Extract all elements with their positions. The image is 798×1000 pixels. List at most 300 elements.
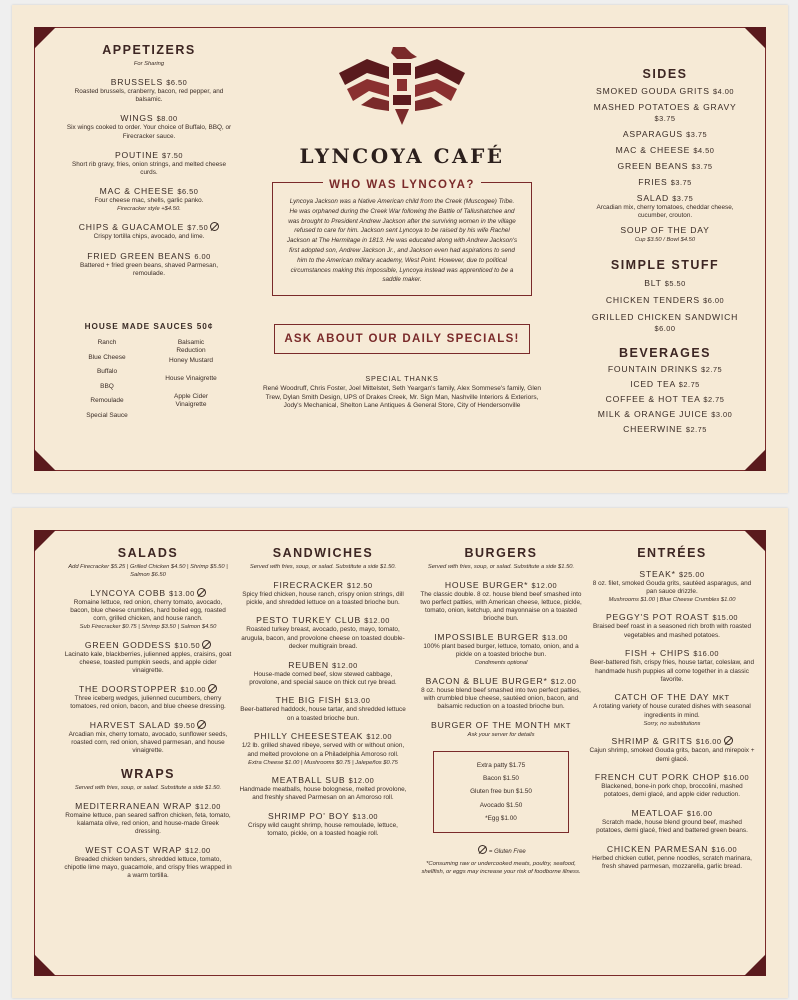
- sauces-title: HOUSE MADE SAUCES 50¢: [84, 322, 214, 332]
- menu-item-description: Spicy fried chicken, house ranch, crispy onion strings, dill pickle, and shredded lettuce on a toasted brioche bun.: [242, 590, 404, 606]
- special-thanks-text: René Woodruff, Chris Foster, Joel Mittelstet, Seth Yeargan's family, Alex Sommese's family, Glen Trew, Dylan Smith Design, UPS of Drakes Creek, Mr. Sign Man, Nashville Interiors & Exteriors, Jody's Mechanical, Shelton Lane Antiques & General Store, City of Hendersonville: [262, 385, 541, 410]
- menu-item: [417, 632, 585, 667]
- menu-item-price: $12.00: [185, 845, 211, 855]
- menu-item-name: [590, 409, 740, 420]
- menu-item-price: $6.00: [703, 296, 725, 306]
- menu-item-price: $3.75: [691, 162, 713, 171]
- menu-item-name: [239, 731, 407, 742]
- menu-item-name: [588, 772, 756, 783]
- menu-item: [417, 720, 585, 739]
- menu-item-name: [64, 251, 234, 262]
- menu-item-name: [417, 632, 585, 643]
- beverages-title: BEVERAGES: [619, 346, 711, 361]
- menu-item-title: GRILLED CHICKEN SANDWICH: [591, 312, 739, 323]
- sauces-list: [64, 339, 234, 426]
- menu-item-price: $2.75: [703, 395, 725, 405]
- menu-item-price: $7.50: [162, 150, 183, 160]
- menu-item: [590, 364, 740, 375]
- menu-item: [588, 844, 756, 871]
- menu-item-price: $16.00: [693, 649, 720, 659]
- menu-item-title: MEATLOAF: [631, 808, 684, 819]
- wraps-title: WRAPS: [120, 767, 176, 782]
- menu-item: [590, 379, 740, 390]
- menu-item-price: $13.00: [169, 588, 195, 598]
- menu-item-price: $5.50: [664, 279, 686, 289]
- gluten-free-icon: [197, 588, 206, 597]
- menu-item: [590, 102, 740, 124]
- menu-item-price: $6.50: [166, 78, 188, 87]
- corner-ornament: [744, 954, 766, 976]
- gluten-free-icon: [724, 736, 733, 745]
- sauce-item: Special Sauce: [86, 411, 128, 419]
- salads-list: [64, 588, 232, 756]
- menu-item-price: $13.00: [542, 632, 568, 642]
- menu-item-title: MEDITERRANEAN WRAP: [75, 800, 193, 811]
- menu-item-name: [590, 424, 740, 435]
- menu-item-description: 8 oz. house blend beef smashed into two perfect patties, with crumbled blue cheese, sautéed onion, bacon, and balsamic reduction on a toasted brioche bun.: [421, 686, 581, 711]
- menu-item: [590, 161, 740, 172]
- menu-item: [239, 615, 407, 651]
- menu-item-title: FIRECRACKER: [273, 579, 344, 590]
- menu-item-price: $12.00: [364, 616, 390, 626]
- sauces-column-left: [79, 339, 135, 426]
- gluten-free-icon: [197, 720, 206, 729]
- burgers-section: [417, 546, 585, 877]
- menu-item: [588, 692, 756, 727]
- menu-item-price: $16.00: [723, 773, 750, 783]
- gluten-free-icon: [478, 845, 487, 854]
- menu-item-title: WINGS: [120, 113, 154, 124]
- history-title: WHO WAS LYNCOYA?: [323, 179, 481, 191]
- menu-item: [64, 588, 232, 632]
- menu-item-title: SHRIMP & GRITS: [611, 736, 693, 747]
- menu-item: [590, 145, 740, 156]
- menu-item-price: $3.75: [654, 114, 676, 123]
- menu-item-name: [239, 775, 407, 786]
- menu-item-name: [588, 808, 756, 819]
- menu-item-note: Condiments optional: [474, 660, 528, 667]
- sauce-item: Ranch: [97, 339, 117, 347]
- menu-item-description: Roasted turkey breast, avocado, pesto, mayo, tomato, arugula, bacon, and provolone cheese on toasted double-decker multigrain bread.: [241, 626, 405, 650]
- menu-item-name: [590, 225, 740, 236]
- menu-item-price: $15.00: [712, 613, 739, 623]
- menu-page-back: [12, 508, 788, 998]
- corner-ornament: [744, 449, 766, 471]
- menu-item-name: [590, 364, 740, 375]
- menu-item-description: Beer-battered fish, crispy fries, house tartar, coleslaw, and handmade hush puppies all come together in a classic favorite.: [589, 659, 755, 683]
- appetizers-title: APPETIZERS: [102, 43, 196, 57]
- menu-item-title: SOUP OF THE DAY: [620, 225, 710, 236]
- menu-item-description: Short rib gravy, fries, onion strings, and melted cheese curds.: [71, 160, 227, 177]
- menu-item-description: Crispy wild caught shrimp, house remoulade, lettuce, tomato, pickle, on a toasted hoagie roll.: [248, 822, 398, 838]
- menu-item: [64, 684, 232, 711]
- menu-item-price: $3.75: [670, 178, 692, 187]
- gluten-free-icon: [210, 222, 219, 231]
- menu-item-price: $12.00: [531, 580, 558, 590]
- gluten-free-icon: [208, 684, 217, 693]
- menu-item-description: Handmade meatballs, house bolognese, melted provolone, and freshly shaved Parmesan on an Amoroso roll.: [239, 786, 407, 802]
- menu-item: [239, 731, 407, 766]
- wraps-subtitle: Served with fries, soup, or salad. Substitute a side $1.50.: [74, 785, 222, 792]
- menu-item-title: COFFEE & HOT TEA: [605, 394, 701, 405]
- menu-item-name: [239, 695, 407, 706]
- menu-item-name: [239, 580, 407, 591]
- menu-item-title: THE BIG FISH: [275, 695, 342, 706]
- menu-item-price: $12.50: [347, 580, 373, 590]
- menu-item-title: CHICKEN TENDERS: [605, 295, 700, 306]
- menu-item-name: [590, 177, 740, 188]
- menu-item: [590, 193, 740, 220]
- menu-item-price: $13.00: [344, 696, 371, 706]
- menu-item-description: Lacinato kale, blackberries, julienned apples, craisins, goat cheese, toasted pumpkin seeds, and apple cider vinaigrette.: [64, 650, 232, 675]
- menu-item-description: 8 oz. filet, smoked Gouda grits, sautéed asparagus, and pan sauce drizzle.: [592, 579, 752, 595]
- menu-item-description: Romaine lettuce, red onion, cherry tomato, avocado, bacon, blue cheese crumbles, hard boiled egg, roasted corn, grilled chicken, and house ranch.: [70, 598, 226, 622]
- menu-item-name: [64, 186, 234, 197]
- menu-item-name: [417, 720, 585, 731]
- menu-item-name: [588, 736, 756, 747]
- appetizers-section: [64, 43, 234, 426]
- burger-extras-box: [433, 751, 569, 833]
- menu-item-price: $12.00: [348, 776, 375, 786]
- menu-item-note: Ask your server for details: [467, 731, 535, 738]
- menu-item-description: Blackened, bone-in pork chop, broccolini, mashed potatoes, demi glacé, and apple cider reduction.: [601, 783, 743, 799]
- sides-title: SIDES: [642, 67, 688, 81]
- menu-item-price: $2.75: [701, 365, 723, 375]
- menu-item-name: [239, 615, 407, 626]
- menu-item: [64, 77, 234, 104]
- menu-item: [590, 225, 740, 244]
- menu-item: [588, 612, 756, 639]
- menu-item-name: [64, 720, 232, 731]
- menu-item-note: Sub Firecracker $0.75 | Shrimp $3.50 | Salmon $4.50: [79, 624, 217, 631]
- menu-item-title: PHILLY CHEESESTEAK: [254, 731, 364, 742]
- corner-ornament: [34, 27, 56, 49]
- burger-extra-item: Gluten free bun $1.50: [470, 788, 532, 796]
- menu-item: [590, 394, 740, 405]
- menu-item: [590, 312, 740, 334]
- menu-item-name: [64, 845, 232, 856]
- menu-item-title: IMPOSSIBLE BURGER: [434, 631, 539, 642]
- menu-item-name: [64, 113, 234, 124]
- menu-item-price: $10.50: [174, 640, 201, 650]
- simple-stuff-title: SIMPLE STUFF: [610, 258, 720, 273]
- sauce-item: BBQ: [100, 382, 114, 390]
- menu-item-title: MAC & CHEESE: [615, 145, 691, 155]
- menu-item-price: $3.00: [711, 410, 733, 420]
- menu-item: [590, 295, 740, 306]
- menu-item-name: [588, 569, 756, 580]
- menu-item-price: $16.00: [686, 809, 713, 819]
- sauce-item: Apple Cider Vinaigrette: [174, 393, 208, 409]
- burger-extra-item: Bacon $1.50: [483, 775, 519, 783]
- menu-item-price: $16.00: [711, 845, 738, 855]
- menu-item-description: Four cheese mac, shells, garlic panko.: [94, 197, 204, 205]
- burger-extra-item: Avocado $1.50: [479, 801, 523, 809]
- menu-item: [588, 736, 756, 763]
- menu-item-title: MILK & ORANGE JUICE: [597, 409, 709, 420]
- menu-item-price: $2.75: [678, 380, 700, 390]
- menu-item: [590, 278, 740, 289]
- menu-item-title: CHIPS & GUACAMOLE: [78, 222, 185, 233]
- menu-item-description: A rotating variety of house curated dishes with seasonal ingredients in mind.: [593, 703, 751, 719]
- menu-item-name: [64, 801, 232, 812]
- appetizer-list: [64, 77, 234, 278]
- entrees-list: [588, 569, 756, 872]
- menu-item-price: $16.00: [695, 737, 722, 747]
- menu-item-title: THE DOORSTOPPER: [78, 683, 178, 694]
- menu-item-name: [64, 77, 234, 88]
- menu-item-description: House-made corned beef, slow stewed cabbage, provolone, and special sauce on thick cut rye bread.: [249, 670, 397, 686]
- menu-item: [64, 720, 232, 756]
- menu-item: [64, 150, 234, 177]
- menu-item-note: Extra Cheese $1.00 | Mushrooms $0.75 | Jalepeños $0.75: [248, 759, 398, 766]
- menu-item-title: WEST COAST WRAP: [85, 844, 182, 855]
- menu-item-note: Cup $3.50 / Bowl $4.50: [634, 237, 696, 244]
- menu-item: [590, 86, 740, 97]
- menu-item-title: POUTINE: [114, 149, 159, 160]
- menu-item-price: $8.00: [156, 114, 178, 124]
- menu-item: [590, 129, 740, 140]
- menu-item-price: $12.00: [195, 801, 221, 811]
- menu-item: [590, 409, 740, 420]
- burger-extra-item: *Egg $1.00: [485, 815, 517, 823]
- sides-section: [590, 67, 740, 435]
- menu-item-description: Braised beef roast in a seasoned rich broth with roasted vegetables and mashed potatoes.: [592, 623, 752, 639]
- menu-item-price: MKT: [553, 720, 571, 730]
- menu-item-title: MEATBALL SUB: [271, 775, 346, 786]
- menu-item-description: Arcadian mix, cherry tomato, avocado, sunflower seeds, roasted corn, red onion, shaved parmesan, and house vinaigrette.: [68, 730, 228, 755]
- menu-item-price: $10.00: [180, 684, 207, 694]
- menu-item-note: Firecracker style +$4.50.: [117, 206, 181, 213]
- menu-page-front: [12, 5, 788, 493]
- menu-item-description: Three iceberg wedges, julienned cucumbers, cherry tomatoes, red onion, bacon, and blue cheese dressing.: [70, 694, 226, 710]
- menu-item-price: $4.00: [712, 87, 734, 96]
- menu-item-price: $3.75: [672, 194, 694, 203]
- menu-item-name: [588, 844, 756, 855]
- menu-item-title: STEAK*: [639, 568, 676, 579]
- menu-item-price: $7.50: [187, 223, 209, 233]
- menu-item: [588, 808, 756, 835]
- menu-item-title: FISH + CHIPS: [624, 648, 691, 659]
- menu-item-description: Beer-battered haddock, house tartar, and shredded lettuce on a toasted brioche bun.: [240, 706, 406, 722]
- sauces-column-right: [163, 339, 219, 426]
- menu-item: [64, 251, 234, 278]
- menu-item-price: 6.00: [194, 251, 211, 261]
- menu-item: [239, 811, 407, 838]
- menu-item-price: $6.00: [654, 324, 676, 334]
- entrees-section: [588, 546, 756, 871]
- menu-item-description: 100% plant based burger, lettuce, tomato, onion, and a pickle on a toasted brioche bun.: [423, 642, 579, 659]
- menu-item-price: $4.50: [693, 146, 715, 155]
- menu-item-title: HOUSE BURGER*: [444, 579, 529, 590]
- menu-item-title: FRIED GREEN BEANS: [87, 250, 192, 261]
- history-text: Lyncoya Jackson was a Native American child from the Creek (Muscogee) Tribe. He was orphaned during the Creek War following the Battle of Tallushatchee and was brought to President Andrew Jackson after the surviving women in the village refused to care for him. Jackson sent Lyncoya to be raised by his wife Rachel Jackson at The Hermitage in 1813. He was educated along with Andrew Jackson's first adopted son, Andrew Jackson Jr., and Jackson even had aspirations to send him to the American military academy, West Point. However, due to political circumstances making this impossible, Lyncoya instead was apprenticed to be a saddle maker.: [286, 198, 518, 284]
- menu-item-title: MASHED POTATOES & GRAVY: [593, 102, 737, 112]
- menu-item-name: [64, 640, 232, 651]
- menu-item-title: HARVEST SALAD: [89, 719, 172, 730]
- menu-item: [588, 569, 756, 604]
- menu-item-name: [590, 379, 740, 390]
- sides-list: [590, 86, 740, 244]
- corner-ornament: [34, 449, 56, 471]
- sandwiches-subtitle: Served with fries, soup, or salad. Substitute a side $1.50.: [249, 564, 397, 570]
- menu-item-name: [590, 86, 740, 97]
- menu-item-note: Sorry, no substitutions: [643, 720, 701, 727]
- menu-item-title: FOUNTAIN DRINKS: [607, 364, 698, 375]
- menu-item: [64, 640, 232, 676]
- menu-item-price: $2.75: [685, 425, 707, 435]
- menu-item-description: Roasted brussels, cranberry, bacon, red pepper, and balsamic.: [74, 88, 224, 104]
- menu-item-description: Cajun shrimp, smoked Gouda grits, bacon, and mirepoix + demi glacé.: [589, 747, 755, 763]
- simple-stuff-list: [590, 278, 740, 334]
- menu-item-name: [590, 295, 740, 306]
- menu-item-title: CATCH OF THE DAY: [614, 692, 710, 703]
- menu-item-name: [590, 312, 740, 334]
- sauce-item: Remoulade: [90, 397, 124, 405]
- menu-item: [588, 648, 756, 684]
- burger-extra-item: Extra patty $1.75: [476, 761, 526, 769]
- menu-item-description: Crispy tortilla chips, avocado, and lime.: [93, 233, 205, 241]
- appetizers-subtitle: For Sharing: [133, 61, 165, 67]
- corner-ornament: [744, 27, 766, 49]
- menu-item-title: ICED TEA: [630, 379, 676, 390]
- menu-item: [239, 695, 407, 722]
- daily-specials-banner: ASK ABOUT OUR DAILY SPECIALS!: [274, 324, 530, 354]
- menu-item-title: GREEN GODDESS: [84, 639, 172, 650]
- menu-item-price: $6.50: [177, 187, 199, 197]
- menu-item: [417, 676, 585, 712]
- burgers-subtitle: Served with fries, soup, or salad. Substitute a side $1.50.: [427, 564, 575, 570]
- menu-item-name: [239, 811, 407, 822]
- menu-item-description: Romaine lettuce, pan seared saffron chicken, feta, tomato, kalamata olive, red onion, and house-made Greek dressing.: [65, 811, 231, 836]
- menu-item-title: BLT: [644, 278, 662, 289]
- menu-item-name: [417, 580, 585, 591]
- menu-item-title: MAC & CHEESE: [99, 186, 175, 197]
- menu-item-name: [588, 612, 756, 623]
- menu-item-name: [590, 278, 740, 289]
- menu-item-description: Herbed chicken cutlet, penne noodles, scratch marinara, fresh shaved parmesan, mozzarella, garlic bread.: [592, 855, 752, 871]
- cafe-name: LYNCOYA CAFÉ: [299, 144, 505, 168]
- menu-item-name: [590, 161, 740, 172]
- eagle-logo-icon: [337, 45, 467, 127]
- menu-item-title: CHICKEN PARMESAN: [606, 844, 709, 855]
- menu-item-price: $25.00: [678, 569, 705, 579]
- menu-item-description: Arcadian mix, cherry tomatoes, cheddar cheese, cucumber, crouton.: [596, 204, 734, 220]
- menu-item-title: REUBEN: [288, 659, 329, 670]
- menu-item-title: PESTO TURKEY CLUB: [256, 615, 361, 626]
- menu-item-name: [590, 145, 740, 156]
- menu-item: [64, 845, 232, 881]
- special-thanks-title: SPECIAL THANKS: [365, 374, 439, 384]
- menu-item-price: $13.00: [352, 812, 379, 822]
- menu-item-title: FRIES: [638, 177, 668, 187]
- menu-item-title: PEGGY'S POT ROAST: [605, 612, 710, 623]
- menu-item: [588, 772, 756, 799]
- menu-item-name: [417, 676, 585, 687]
- menu-item: [417, 580, 585, 624]
- menu-item-title: SMOKED GOUDA GRITS: [596, 86, 710, 96]
- menu-item-description: Breaded chicken tenders, shredded lettuce, tomato, chipotle lime mayo, guacamole, and crispy fries wrapped in a warm tortilla.: [64, 855, 232, 880]
- menu-item-name: [590, 193, 740, 204]
- burgers-title: BURGERS: [464, 546, 538, 560]
- menu-item-title: BURGER OF THE MONTH: [431, 719, 551, 730]
- beverages-list: [590, 364, 740, 435]
- menu-item-name: [590, 129, 740, 140]
- menu-item-price: $9.50: [174, 720, 196, 730]
- sandwiches-section: [239, 546, 407, 839]
- history-box: [272, 179, 532, 296]
- menu-item-title: SALAD: [636, 193, 669, 203]
- gluten-free-icon: [202, 640, 211, 649]
- menu-item-title: FRENCH CUT PORK CHOP: [594, 772, 721, 783]
- menu-item-title: BACON & BLUE BURGER*: [425, 675, 548, 686]
- menu-item-name: [239, 660, 407, 671]
- menu-item-title: LYNCOYA COBB: [90, 587, 166, 598]
- menu-item: [64, 186, 234, 213]
- menu-item-description: The classic double. 8 oz. house blend beef smashed into two perfect patties, with American cheese, lettuce, pickle, tomato, onion, ketchup, and mayonnaise on a toasted brioche bun.: [420, 590, 582, 623]
- menu-item-description: Battered + fried green beans, shaved Parmesan, remoulade.: [79, 261, 219, 277]
- menu-item-price: $12.00: [366, 732, 392, 742]
- sandwiches-title: SANDWICHES: [272, 546, 374, 560]
- menu-item-description: Six wings cooked to order. Your choice of Buffalo, BBQ, or Firecracker sauce.: [66, 124, 232, 140]
- sandwiches-list: [239, 580, 407, 839]
- gluten-free-legend-text: = Gluten Free: [488, 849, 526, 856]
- burgers-list: [417, 580, 585, 739]
- menu-item-name: [588, 648, 756, 659]
- menu-item-title: ASPARAGUS: [622, 129, 683, 139]
- salads-subtitle: Add Firecracker $5.25 | Grilled Chicken $4.50 | Shrimp $5.50 | Salmon $6.50: [68, 564, 228, 578]
- menu-item-name: [64, 222, 234, 233]
- menu-item: [64, 222, 234, 241]
- corner-ornament: [34, 954, 56, 976]
- menu-item-price: MKT: [712, 693, 730, 703]
- menu-item: [239, 580, 407, 607]
- menu-item-title: SHRIMP PO' BOY: [267, 811, 350, 822]
- menu-item-name: [64, 150, 234, 161]
- menu-item-name: [64, 684, 232, 695]
- salads-section: [64, 546, 232, 880]
- menu-item-price: $3.75: [686, 130, 708, 139]
- gluten-free-legend: [417, 845, 585, 855]
- menu-item: [64, 801, 232, 837]
- sauce-item: Buffalo: [96, 368, 118, 376]
- menu-item-title: BRUSSELS: [110, 77, 164, 87]
- menu-item-name: [64, 588, 232, 599]
- menu-item-description: 1/2 lb. grilled shaved ribeye, served with or without onion, and melted provolone on a Philadelphia Amoroso roll.: [241, 742, 405, 758]
- menu-item: [239, 775, 407, 802]
- menu-item-name: [588, 692, 756, 703]
- menu-item: [239, 660, 407, 687]
- menu-item: [64, 113, 234, 140]
- menu-item: [590, 177, 740, 188]
- sauce-item: Blue Cheese: [88, 353, 126, 361]
- menu-item-description: Scratch made, house blend ground beef, mashed potatoes, demi glacé, fried and battered green beans.: [596, 819, 748, 835]
- menu-item-price: $12.00: [332, 660, 358, 670]
- menu-item-name: [590, 394, 740, 405]
- menu-item-price: $12.00: [550, 676, 577, 686]
- sauce-item: Honey Mustard: [168, 357, 214, 365]
- menu-item: [590, 424, 740, 435]
- salads-title: SALADS: [117, 546, 179, 560]
- sauce-item: House Vinaigrette: [165, 375, 217, 383]
- center-section: [262, 45, 542, 411]
- sauce-item: Balsamic Reduction: [176, 339, 206, 355]
- menu-item-name: [590, 102, 740, 124]
- corner-ornament: [34, 530, 56, 552]
- menu-item-title: CHEERWINE: [623, 424, 683, 435]
- wraps-list: [64, 801, 232, 881]
- menu-item-note: Mushrooms $1.00 | Blue Cheese Crumbles $1.00: [608, 596, 736, 603]
